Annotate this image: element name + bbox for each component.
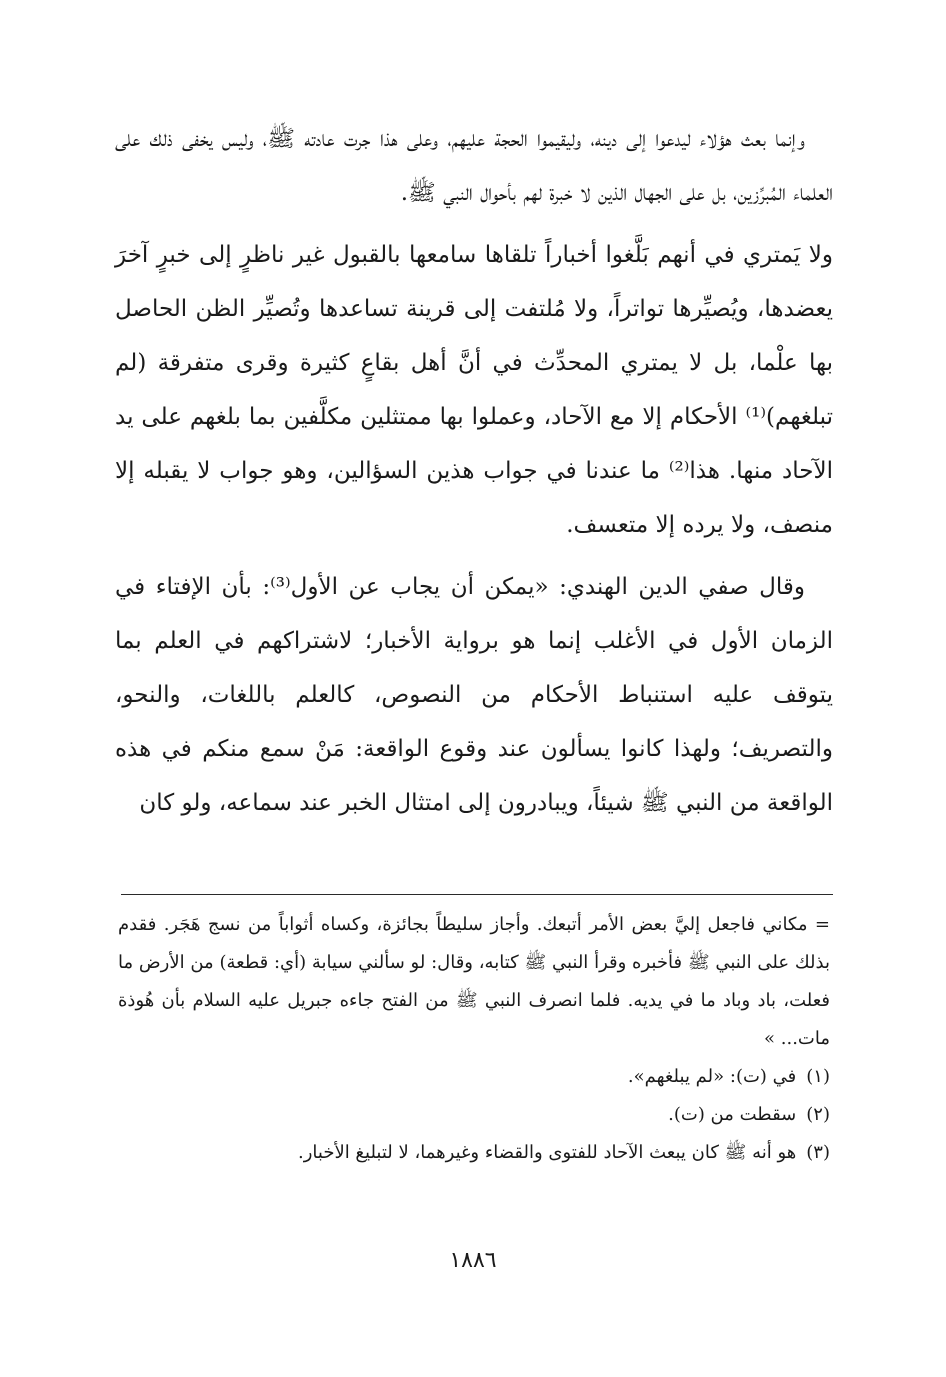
footnote-text: سقطت من (ت). — [668, 1104, 797, 1125]
page-number: ١٨٨٦ — [449, 1248, 497, 1273]
main-text-block — [115, 112, 833, 830]
footnote-number: (٢) — [806, 1104, 830, 1125]
body-paragraph-1: وإنما بعث هؤلاء ليدعوا إلى دينه، وليقيموا الحجة عليهم، وعلى هذا جرت عادته ﷺ، وليس يخفى ذلك على العلماء المُبرِّزين، بل على الجهال الذين لا خبرة لهم بأحوال النبي ﷺ. — [115, 126, 833, 206]
footnote-divider — [121, 894, 833, 895]
body-paragraph-3: وقال صفي الدين الهندي: «يمكن أن يجاب عن الأول⁽³⁾: بأن الإفتاء في الزمان الأول في الأغلب إنما هو برواية الأخبار؛ لاشتراكهم في العلم بما يتوقف عليه استنباط الأحكام من النصوص، كالعلم باللغات، والنحو، والتصريف؛ ولهذا كانوا يسألون عند وقوع الواقعة: مَنْ سمع منكم في هذه الواقعة من النبي ﷺ شيئاً، ويبادرون إلى امتثال الخبر عند سماعه، ولو كان — [115, 574, 833, 816]
footnote-2 — [118, 1096, 830, 1134]
footnote-text: هو أنه ﷺ كان يبعث الآحاد للفتوى والقضاء وغيرهما، لا لتبليغ الأخبار. — [297, 1142, 797, 1163]
footnotes-block — [118, 906, 830, 1172]
footnote-1 — [118, 1058, 830, 1096]
footnote-continuation: = مكاني فاجعل إليَّ بعض الأمر أتبعك. وأجاز سليطاً بجائزة، وكساه أثواباً من نسج هَجَر. فقدم بذلك على النبي ﷺ فأخبره وقرأ النبي ﷺ كتابه، وقال: لو سألني سيابة (أي: قطعة) من الأرض ما فعلت، باد وباد ما في يديه. فلما انصرف النبي ﷺ من الفتح جاءه جبريل عليه السلام بأن هُوذة مات... » — [118, 914, 831, 1049]
footnote-number: (٣) — [806, 1142, 830, 1163]
footnote-text: في (ت): «لم يبلغهم». — [627, 1066, 797, 1087]
footnote-3 — [118, 1134, 830, 1172]
footnote-number: (١) — [806, 1066, 830, 1087]
body-paragraph-2: ولا يَمتري في أنهم بَلَّغوا أخباراً تلقاها سامعها بالقبول غير ناظرٍ إلى خبرٍ آخرَ يعضدها، ويُصيِّرها تواتراً، ولا مُلتفت إلى قرينة تساعدها وتُصيِّر الظن الحاصل بها علْما، بل لا يمتري المحدِّث في أنَّ أهل بقاعٍ كثيرة وقرى متفرقة (لم تبلغهم)⁽¹⁾ الأحكام إلا مع الآحاد، وعملوا بها ممتثلين مكلَّفين بما بلغهم على يد الآحاد منها. هذا⁽²⁾ ما عندنا في جواب هذين السؤالين، وهو جواب لا يقبله إلا منصف، ولا يرده إلا متعسف. — [115, 242, 833, 538]
